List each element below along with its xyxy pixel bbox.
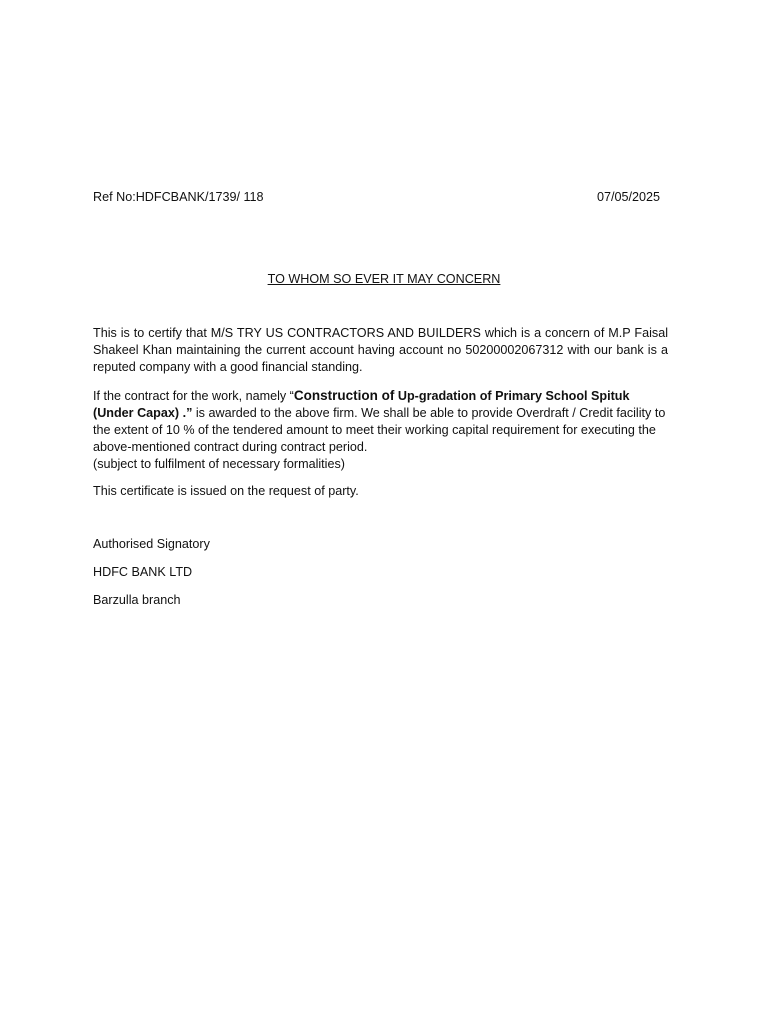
work-name-lead: Construction of	[293, 388, 395, 403]
letter-date: 07/05/2025	[596, 190, 660, 204]
formalities-note: (subject to fulfilment of necessary formalities)	[93, 457, 345, 471]
certification-paragraph: This is to certify that M/S TRY US CONTRACTORS AND BUILDERS which is a concern of M.P Faisal Shakeel Khan maintaining the current account having account no 50200002067312 with our bank is a reputed company with a good financial standing.	[93, 326, 668, 374]
letter-body	[93, 325, 668, 500]
signature-block	[93, 536, 210, 620]
branch-name: Barzulla branch	[93, 593, 181, 607]
contract-paragraph-prefix: If the contract for the work, namely “	[93, 389, 294, 403]
work-name-rest: Up-gradation of Primary School Spituk (Under Capax) .”	[93, 389, 630, 420]
reference-row	[93, 189, 660, 206]
contract-paragraph	[93, 387, 668, 473]
contract-paragraph-suffix: is awarded to the above firm. We shall be able to provide Overdraft / Credit facility to the extent of 10 % of the tendered amount to meet their working capital requirement for executing the above-mentioned contract during contract period.	[93, 406, 666, 454]
bank-name: HDFC BANK LTD	[93, 565, 193, 579]
reference-number: Ref No:HDFCBANK/1739/ 118	[93, 190, 264, 204]
request-paragraph: This certificate is issued on the request of party.	[93, 484, 359, 498]
signatory-title: Authorised Signatory	[93, 537, 210, 551]
letter-heading: TO WHOM SO EVER IT MAY CONCERN	[267, 272, 501, 286]
